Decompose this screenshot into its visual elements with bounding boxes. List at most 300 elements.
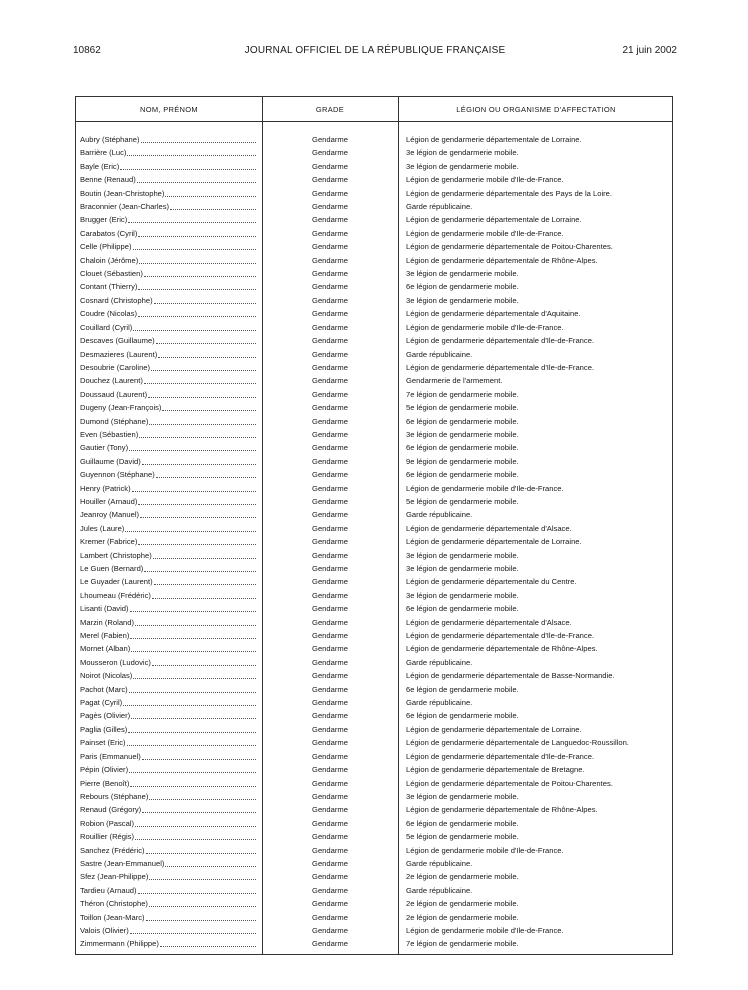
name-text: Sfez (Jean-Philippe) [80,872,149,882]
affectation-cell: Légion de gendarmerie départementale d'Ile-de-France. [406,336,595,346]
dot-leader [133,669,256,679]
dot-leader [142,455,256,465]
table-row [76,267,672,280]
name-text: Pachot (Marc) [80,684,128,694]
dot-leader [138,227,256,237]
name-cell [80,455,256,468]
dot-leader [146,844,256,854]
affectation-cell: Légion de gendarmerie mobile d'Ile-de-France. [406,175,564,185]
affectation-cell: 6e légion de gendarmerie mobile. [406,282,519,292]
affectation-cell: 7e légion de gendarmerie mobile. [406,939,519,949]
affectation-cell: Légion de gendarmerie départementale d'Alsace. [406,523,572,533]
dot-leader [129,683,256,693]
dot-leader [133,240,257,250]
name-cell [80,803,256,816]
name-cell [80,294,256,307]
grade-cell: Gendarme [312,832,348,842]
name-text: Lisanti (David) [80,604,129,614]
grade-cell: Gendarme [312,912,348,922]
grade-cell: Gendarme [312,362,348,372]
affectation-cell: Garde républicaine. [406,510,473,520]
grade-cell: Gendarme [312,550,348,560]
table-row [76,790,672,803]
name-cell [80,321,256,334]
affectation-cell: 5e légion de gendarmerie mobile. [406,403,519,413]
dot-leader [125,522,256,532]
grade-cell: Gendarme [312,925,348,935]
affectation-cell: Légion de gendarmerie départementale d'Ile-de-France. [406,631,595,641]
personnel-table [75,96,673,955]
table-row [76,884,672,897]
name-cell [80,361,256,374]
dot-leader [135,817,256,827]
dot-leader [130,602,256,612]
name-cell [80,482,256,495]
affectation-cell: 3e légion de gendarmerie mobile. [406,161,519,171]
grade-cell: Gendarme [312,443,348,453]
name-text: Tardieu (Arnaud) [80,885,137,895]
name-text: Henry (Patrick) [80,483,131,493]
name-text: Toillon (Jean-Marc) [80,912,145,922]
name-text: Boutin (Jean-Christophe) [80,188,165,198]
grade-cell: Gendarme [312,564,348,573]
dot-leader [165,857,256,867]
affectation-cell: Garde républicaine. [406,885,473,895]
name-cell [80,669,256,682]
grade-cell: Gendarme [312,751,348,761]
dot-leader [152,589,256,599]
affectation-cell: 3e légion de gendarmerie mobile. [406,791,519,801]
table-row [76,441,672,454]
affectation-cell: 6e légion de gendarmerie mobile. [406,416,519,426]
grade-cell: Gendarme [312,711,348,721]
name-text: Rebours (Stéphane) [80,791,149,801]
name-text: Contant (Thierry) [80,282,138,292]
name-cell [80,240,256,253]
name-cell [80,777,256,790]
dot-leader [152,656,256,666]
grade-cell: Gendarme [312,604,348,614]
table-row [76,160,672,173]
table-row [76,629,672,642]
dot-leader [131,642,256,652]
dot-leader [149,870,256,880]
table-row [76,495,672,508]
dot-leader [162,401,256,411]
name-text: Paglia (Gilles) [80,724,128,734]
column-header-name: NOM, PRÉNOM [140,105,198,114]
affectation-cell: 6e légion de gendarmerie mobile. [406,818,519,828]
dot-leader [140,508,256,518]
name-cell [80,857,256,870]
dot-leader [138,307,256,317]
name-text: Renaud (Grégory) [80,805,142,815]
name-text: Pagès (Olivier) [80,711,131,721]
grade-cell: Gendarme [312,590,348,600]
grade-cell: Gendarme [312,765,348,775]
grade-cell: Gendarme [312,175,348,185]
table-row [76,133,672,146]
name-cell [80,844,256,857]
name-cell [80,428,256,441]
affectation-cell: Légion de gendarmerie départementale de Rhône-Alpes. [406,644,598,654]
grade-cell: Gendarme [312,161,348,171]
name-cell [80,146,256,159]
affectation-cell: 2e légion de gendarmerie mobile. [406,899,519,909]
affectation-cell: Légion de gendarmerie départementale d'Alsace. [406,617,572,627]
grade-cell: Gendarme [312,510,348,520]
grade-cell: Gendarme [312,644,348,654]
name-text: Doussaud (Laurent) [80,389,148,399]
name-text: Le Guyader (Laurent) [80,577,153,587]
affectation-cell: Gendarmerie de l'armement. [406,376,503,386]
name-cell [80,468,256,481]
grade-cell: Gendarme [312,671,348,681]
grade-cell: Gendarme [312,805,348,815]
journal-title: JOURNAL OFFICIEL DE LA RÉPUBLIQUE FRANÇAISE [244,45,506,56]
grade-cell: Gendarme [312,483,348,493]
table-row [76,187,672,200]
affectation-cell: 3e légion de gendarmerie mobile. [406,550,519,560]
dot-leader [160,937,256,947]
affectation-cell: 3e légion de gendarmerie mobile. [406,148,519,158]
name-text: Cosnard (Christophe) [80,295,153,305]
affectation-cell: Légion de gendarmerie mobile d'Ile-de-France. [406,322,564,332]
affectation-cell: Légion de gendarmerie départementale de Lorraine. [406,215,582,225]
name-text: Jeanroy (Manuel) [80,510,140,520]
affectation-cell: 6e légion de gendarmerie mobile. [406,470,519,480]
name-text: Barrière (Luc) [80,148,127,158]
table-row [76,348,672,361]
grade-cell: Gendarme [312,617,348,627]
dot-leader [156,334,256,344]
name-text: Guyennon (Stéphane) [80,470,155,480]
dot-leader [131,709,256,719]
name-cell [80,307,256,320]
affectation-cell: Légion de gendarmerie départementale d'Ile-de-France. [406,362,595,372]
name-cell [80,723,256,736]
grade-cell: Gendarme [312,376,348,386]
name-cell [80,508,256,521]
table-row [76,401,672,414]
name-cell [80,750,256,763]
grade-cell: Gendarme [312,496,348,506]
affectation-cell: 3e légion de gendarmerie mobile. [406,269,519,279]
name-cell [80,254,256,267]
name-text: Celle (Philippe) [80,242,132,252]
table-row [76,482,672,495]
name-cell [80,911,256,924]
affectation-cell: Légion de gendarmerie départementale de Lorraine. [406,724,582,734]
name-text: Mousseron (Ludovic) [80,657,151,667]
dot-leader [165,187,256,197]
grade-cell: Gendarme [312,698,348,708]
affectation-cell: 5e légion de gendarmerie mobile. [406,832,519,842]
column-header-affectation: LÉGION OU ORGANISME D'AFFECTATION [456,105,616,114]
name-cell [80,937,256,950]
publication-date: 21 juin 2002 [622,45,677,56]
name-cell [80,441,256,454]
grade-cell: Gendarme [312,148,348,158]
affectation-cell: Garde républicaine. [406,349,473,359]
table-row [76,911,672,924]
grade-cell: Gendarme [312,416,348,426]
table-row [76,575,672,588]
affectation-cell: Garde républicaine. [406,202,473,212]
table-row [76,830,672,843]
grade-cell: Gendarme [312,135,348,144]
table-row [76,388,672,401]
table-body [76,133,672,951]
name-cell [80,522,256,535]
name-cell [80,602,256,615]
affectation-cell: Légion de gendarmerie départementale de Poitou-Charentes. [406,778,613,788]
name-cell [80,696,256,709]
name-cell [80,160,256,173]
dot-leader [129,441,256,451]
dot-leader [138,280,256,290]
name-cell [80,495,256,508]
name-text: Chaloin (Jérôme) [80,255,139,265]
grade-cell: Gendarme [312,215,348,225]
grade-cell: Gendarme [312,899,348,909]
name-text: Clouet (Sébastien) [80,269,143,279]
affectation-cell: 6e légion de gendarmerie mobile. [406,443,519,453]
dot-leader [128,723,256,733]
affectation-cell: Garde républicaine. [406,858,473,868]
table-row [76,294,672,307]
table-row [76,455,672,468]
name-cell [80,227,256,240]
name-cell [80,562,256,575]
affectation-cell: Légion de gendarmerie départementale de Rhône-Alpes. [406,805,598,815]
name-text: Dugeny (Jean-François) [80,403,162,413]
grade-cell: Gendarme [312,228,348,238]
grade-cell: Gendarme [312,523,348,533]
table-row [76,415,672,428]
name-cell [80,267,256,280]
affectation-cell: 6e légion de gendarmerie mobile. [406,684,519,694]
table-row [76,669,672,682]
grade-cell: Gendarme [312,295,348,305]
name-text: Marzin (Roland) [80,617,135,627]
dot-leader [142,803,256,813]
grade-cell: Gendarme [312,657,348,667]
grade-cell: Gendarme [312,939,348,949]
dot-leader [138,535,256,545]
dot-leader [130,924,256,934]
name-cell [80,709,256,722]
table-row [76,844,672,857]
name-text: Noirot (Nicolas) [80,671,133,681]
name-text: Painset (Eric) [80,738,126,748]
name-text: Rouillier (Régis) [80,832,135,842]
name-cell [80,575,256,588]
affectation-cell: Légion de gendarmerie départementale d'Ile-de-France. [406,751,595,761]
name-cell [80,589,256,602]
dot-leader [144,374,256,384]
grade-cell: Gendarme [312,684,348,694]
dot-leader [154,575,256,585]
table-row [76,589,672,602]
name-text: Houiller (Arnaud) [80,496,138,506]
table-row [76,723,672,736]
table-row [76,334,672,347]
table-row [76,642,672,655]
dot-leader [132,482,256,492]
name-text: Lhoumeau (Frédéric) [80,590,151,600]
grade-cell: Gendarme [312,885,348,895]
name-cell [80,280,256,293]
name-cell [80,415,256,428]
table-row [76,307,672,320]
name-cell [80,401,256,414]
table-row [76,870,672,883]
dot-leader [129,763,256,773]
table-row [76,280,672,293]
grade-cell: Gendarme [312,456,348,466]
dot-leader [170,200,256,210]
name-cell [80,213,256,226]
affectation-cell: 9e légion de gendarmerie mobile. [406,456,519,466]
name-cell [80,683,256,696]
grade-cell: Gendarme [312,269,348,279]
affectation-cell: 6e légion de gendarmerie mobile. [406,711,519,721]
dot-leader [128,213,256,223]
grade-cell: Gendarme [312,858,348,868]
name-cell [80,200,256,213]
table-row [76,777,672,790]
name-text: Pagat (Cyril) [80,698,123,708]
dot-leader [120,160,256,170]
table-row [76,656,672,669]
affectation-cell: Légion de gendarmerie départementale des Pays de la Loire. [406,188,613,198]
column-header-grade: GRADE [315,105,345,114]
affectation-cell: Légion de gendarmerie mobile d'Ile-de-France. [406,228,564,238]
name-cell [80,187,256,200]
name-cell [80,884,256,897]
dot-leader [146,911,256,921]
dot-leader [135,830,256,840]
table-row [76,803,672,816]
name-text: Carabatos (Cyril) [80,228,138,238]
name-text: Braconnier (Jean-Charles) [80,202,170,212]
table-row [76,213,672,226]
grade-cell: Gendarme [312,322,348,332]
table-row [76,602,672,615]
dot-leader [151,361,256,371]
affectation-cell: 3e légion de gendarmerie mobile. [406,295,519,305]
name-cell [80,133,256,146]
dot-leader [138,495,256,505]
dot-leader [153,549,256,559]
grade-cell: Gendarme [312,349,348,359]
grade-cell: Gendarme [312,470,348,480]
table-row [76,857,672,870]
affectation-cell: Légion de gendarmerie départementale de Rhône-Alpes. [406,255,598,265]
grade-cell: Gendarme [312,537,348,547]
name-cell [80,616,256,629]
grade-cell: Gendarme [312,791,348,801]
name-text: Zimmermann (Philippe) [80,939,159,949]
page-number: 10862 [73,45,101,56]
table-row [76,549,672,562]
name-text: Benne (Renaud) [80,175,136,185]
table-row [76,683,672,696]
name-text: Valois (Olivier) [80,925,129,935]
dot-leader [154,294,256,304]
name-text: Guillaume (David) [80,456,141,466]
dot-leader [133,321,256,331]
table-row [76,321,672,334]
dot-leader [158,348,256,358]
dot-leader [138,884,256,894]
dot-leader [127,146,256,156]
dot-leader [141,133,256,143]
name-text: Desoubrie (Caroline) [80,362,151,372]
dot-leader [148,388,256,398]
affectation-cell: 7e légion de gendarmerie mobile. [406,389,519,399]
name-text: Aubry (Stéphane) [80,135,140,144]
grade-cell: Gendarme [312,242,348,252]
table-row [76,508,672,521]
name-cell [80,790,256,803]
name-text: Théron (Christophe) [80,899,148,909]
name-text: Kremer (Fabrice) [80,537,138,547]
table-row [76,616,672,629]
table-row [76,522,672,535]
name-text: Dumond (Stéphane) [80,416,149,426]
affectation-cell: Légion de gendarmerie départementale de Basse-Normandie. [406,671,615,681]
name-cell [80,549,256,562]
table-row [76,750,672,763]
grade-cell: Gendarme [312,403,348,413]
table-row [76,763,672,776]
name-text: Pépin (Olivier) [80,765,129,775]
dot-leader [139,428,256,438]
name-text: Sanchez (Frédéric) [80,845,145,855]
grade-cell: Gendarme [312,389,348,399]
table-row [76,562,672,575]
name-text: Douchez (Laurent) [80,376,143,386]
page-header [73,45,677,59]
affectation-cell: 6e légion de gendarmerie mobile. [406,604,519,614]
grade-cell: Gendarme [312,631,348,641]
grade-cell: Gendarme [312,872,348,882]
dot-leader [149,415,256,425]
name-cell [80,817,256,830]
name-text: Paris (Emmanuel) [80,751,141,761]
name-cell [80,736,256,749]
dot-leader [135,616,256,626]
name-cell [80,830,256,843]
grade-cell: Gendarme [312,724,348,734]
name-cell [80,173,256,186]
table-row [76,173,672,186]
table-row [76,200,672,213]
grade-cell: Gendarme [312,778,348,788]
grade-cell: Gendarme [312,255,348,265]
name-text: Couillard (Cyril) [80,322,133,332]
table-row [76,227,672,240]
affectation-cell: Légion de gendarmerie départementale de Bretagne. [406,765,585,775]
name-cell [80,535,256,548]
table-row [76,254,672,267]
affectation-cell: Légion de gendarmerie départementale de Lorraine. [406,135,582,144]
affectation-cell: Légion de gendarmerie départementale de Languedoc-Roussillon. [406,738,629,748]
name-cell [80,870,256,883]
dot-leader [123,696,256,706]
